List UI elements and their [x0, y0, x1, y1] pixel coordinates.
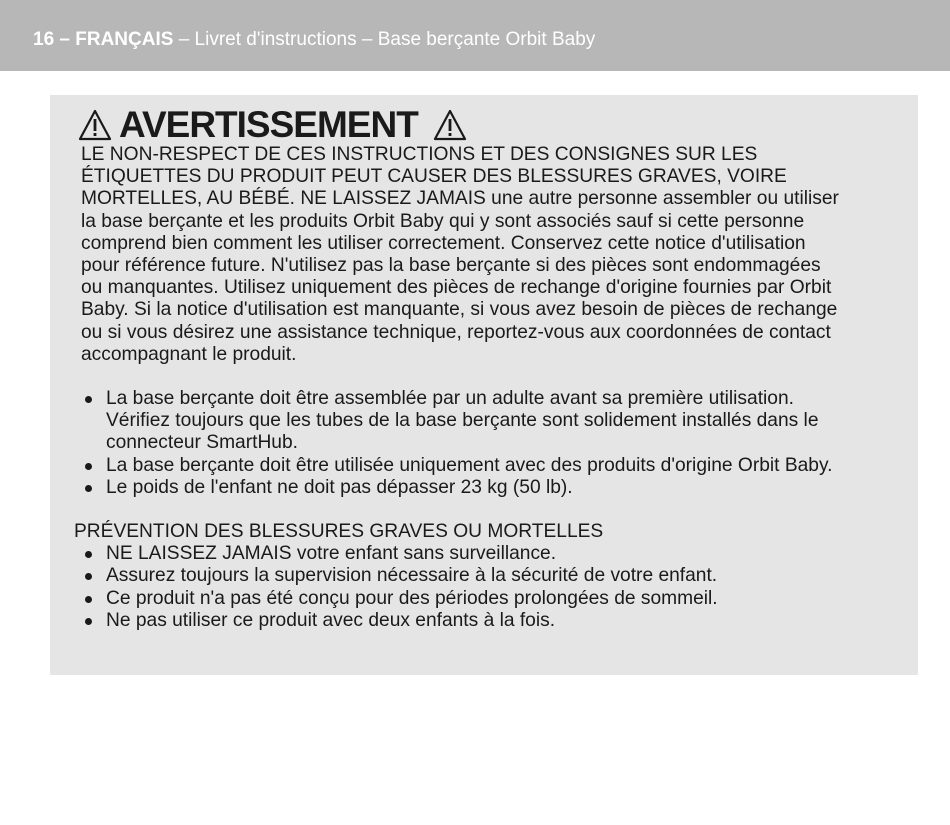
paragraph-line: comprend bien comment les utiliser correctement. Conservez cette notice d'utilisation — [81, 232, 806, 254]
warning-bullet-list — [81, 388, 901, 499]
paragraph-line: la base berçante et les produits Orbit Baby qui y sont associés sauf si cette personne — [81, 210, 805, 232]
paragraph-line: MORTELLES, AU BÉBÉ. NE LAISSEZ JAMAIS une autre personne assembler ou utiliser — [81, 188, 839, 210]
paragraph-line: ou manquantes. Utilisez uniquement des pièces de rechange d'origine fournies par Orbit — [81, 277, 832, 299]
paragraph-line: Baby. Si la notice d'utilisation est manquante, si vous avez besoin de pièces de rechange — [81, 299, 838, 321]
warning-triangle-icon — [77, 108, 113, 142]
list-item — [81, 388, 901, 455]
warning-title: AVERTISSEMENT — [119, 104, 418, 145]
list-item — [81, 610, 901, 632]
bullet-line: Assurez toujours la supervision nécessaire à la sécurité de votre enfant. — [106, 565, 718, 587]
bullet-line: NE LAISSEZ JAMAIS votre enfant sans surveillance. — [106, 543, 557, 565]
list-item — [81, 477, 901, 499]
bullet-line: Ne pas utiliser ce produit avec deux enfants à la fois. — [106, 609, 556, 631]
bullet-line: La base berçante doit être utilisée uniquement avec des produits d'origine Orbit Baby. — [106, 454, 833, 476]
bullet-line: La base berçante doit être assemblée par un adulte avant sa première utilisation. — [106, 388, 794, 410]
bullet-line: Ce produit n'a pas été conçu pour des périodes prolongées de sommeil. — [106, 587, 718, 609]
list-item — [81, 543, 901, 565]
bullet-line: Le poids de l'enfant ne doit pas dépasser 23 kg (50 lb). — [106, 476, 573, 498]
list-item — [81, 565, 901, 587]
bullet-line: Vérifiez toujours que les tubes de la base berçante sont solidement installés dans le — [106, 410, 819, 432]
paragraph-line: ÉTIQUETTES DU PRODUIT PEUT CAUSER DES BLESSURES GRAVES, VOIRE — [81, 166, 787, 188]
prevention-bullet-list — [81, 543, 901, 632]
warning-paragraph — [81, 144, 901, 366]
warning-box — [50, 95, 918, 675]
header-title — [33, 29, 595, 51]
paragraph-line: pour référence future. N'utilisez pas la base berçante si des pièces sont endommagées — [81, 255, 821, 277]
warning-triangle-icon — [432, 108, 468, 142]
header-document-title: – Livret d'instructions – Base berçante Orbit Baby — [173, 29, 596, 50]
paragraph-line: LE NON-RESPECT DE CES INSTRUCTIONS ET DES CONSIGNES SUR LES — [81, 144, 758, 165]
warning-body — [74, 144, 901, 632]
header-page-language: 16 – FRANÇAIS — [33, 29, 174, 50]
warning-title-row — [77, 103, 468, 147]
page-header — [0, 0, 950, 71]
list-item — [81, 588, 901, 610]
section-title: PRÉVENTION DES BLESSURES GRAVES OU MORTELLES — [74, 521, 604, 543]
bullet-line: connecteur SmartHub. — [106, 432, 298, 454]
paragraph-line: accompagnant le produit. — [81, 343, 297, 365]
list-item — [81, 455, 901, 477]
paragraph-line: ou si vous désirez une assistance technique, reportez-vous aux coordonnées de contact — [81, 321, 831, 343]
